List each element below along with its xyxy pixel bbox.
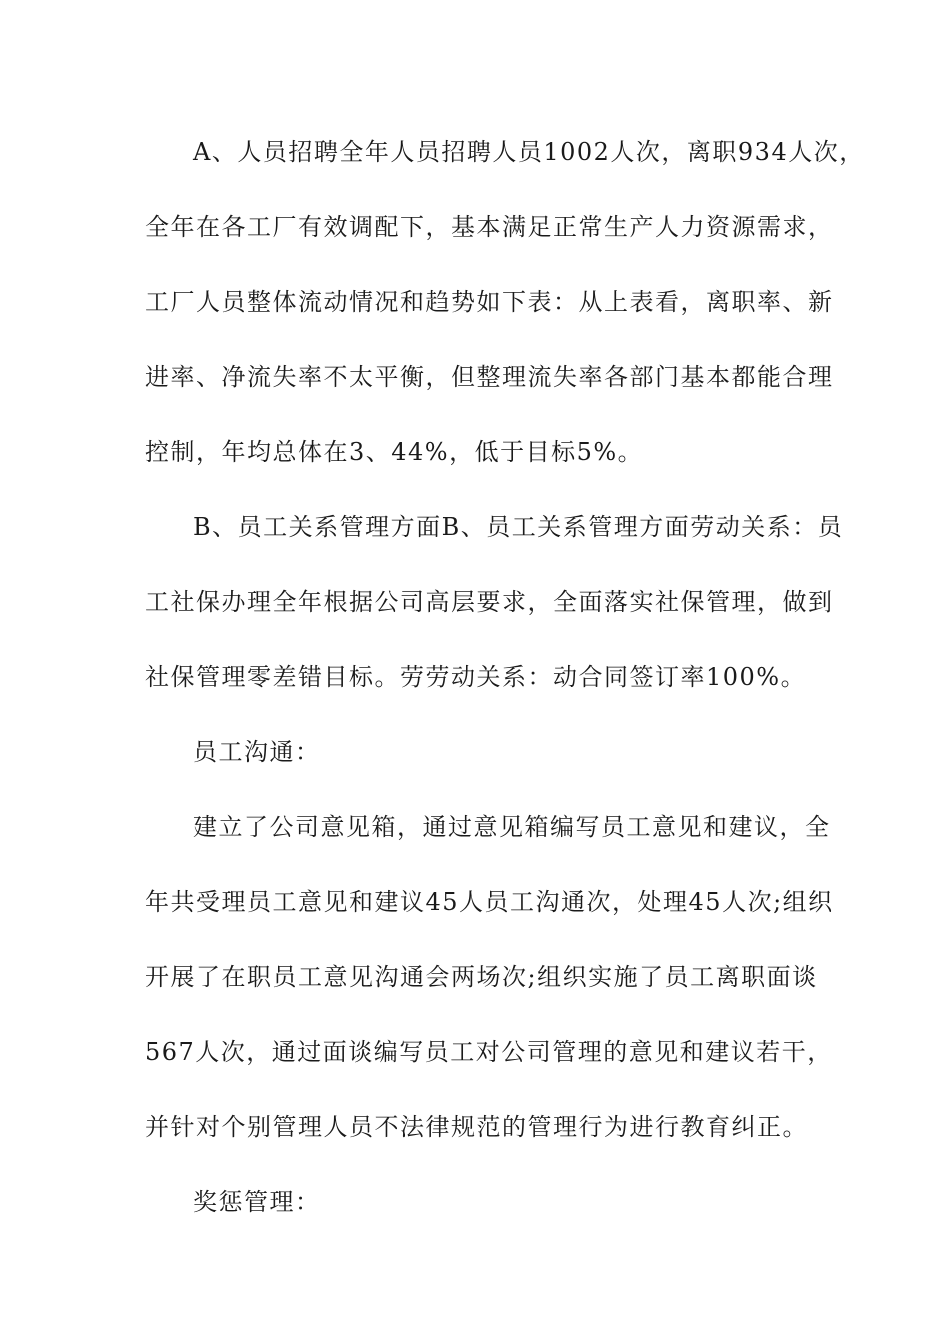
text-line-5: 控制，年均总体在3、44%，低于目标5%。 [145, 438, 644, 466]
text-line-11: 年共受理员工意见和建议45人员工沟通次，处理45人次;组织 [145, 888, 834, 916]
section-heading-rewards: 奖惩管理： [193, 1188, 321, 1216]
text-line-3: 工厂人员整体流动情况和趋势如下表：从上表看，离职率、新 [145, 288, 834, 316]
text-line-4: 进率、净流失率不太平衡，但整理流失率各部门基本都能合理 [145, 363, 834, 391]
text-line-6: B、员工关系管理方面B、员工关系管理方面劳动关系：员 [193, 513, 844, 541]
text-line-7: 工社保办理全年根据公司高层要求，全面落实社保管理，做到 [145, 588, 834, 616]
text-line-13: 567人次，通过面谈编写员工对公司管理的意见和建议若干， [145, 1038, 833, 1066]
section-heading-communication: 员工沟通： [193, 738, 321, 766]
text-line-1: A、人员招聘全年人员招聘人员1002人次，离职934人次， [193, 138, 865, 166]
text-line-12: 开展了在职员工意见沟通会两场次;组织实施了员工离职面谈 [145, 963, 818, 991]
text-line-14: 并针对个别管理人员不法律规范的管理行为进行教育纠正。 [145, 1113, 808, 1141]
text-line-8: 社保管理零差错目标。劳劳动关系：动合同签订率100%。 [145, 663, 807, 691]
text-line-2: 全年在各工厂有效调配下，基本满足正常生产人力资源需求， [145, 213, 834, 241]
text-line-10: 建立了公司意见箱，通过意见箱编写员工意见和建议，全 [193, 813, 831, 841]
